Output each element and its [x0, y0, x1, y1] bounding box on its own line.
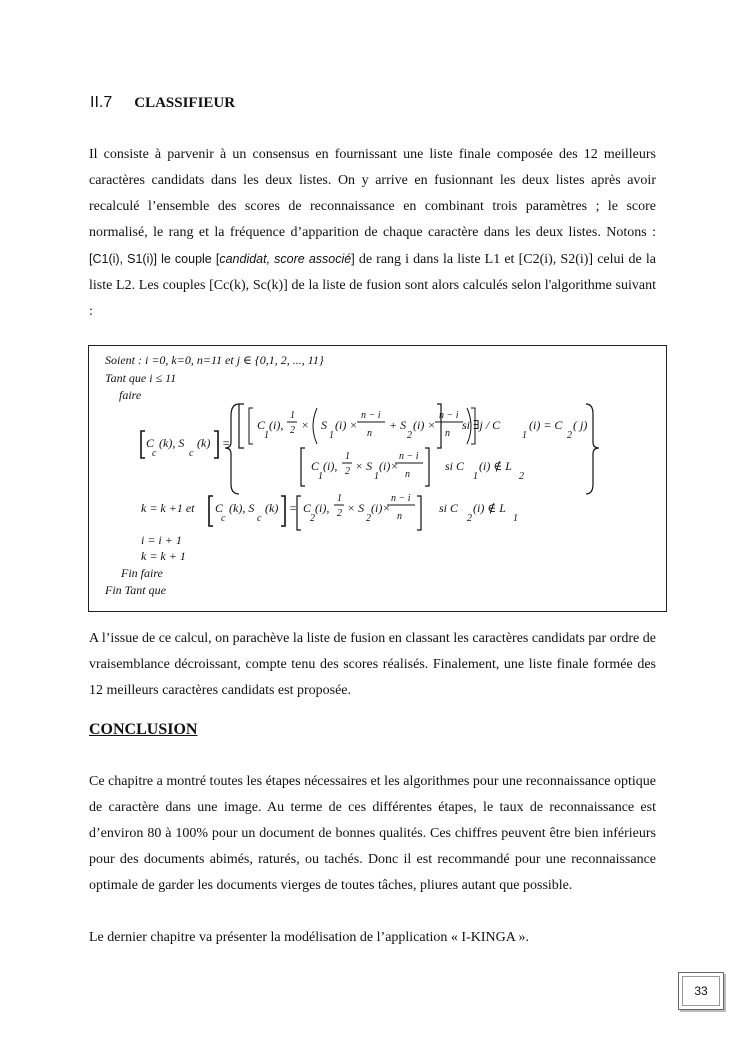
svg-text:2: 2: [290, 425, 295, 436]
svg-text:(i)×: (i)×: [379, 459, 399, 473]
svg-text:(i)×: (i)×: [371, 501, 391, 515]
svg-text:S: S: [321, 418, 327, 432]
svg-text:(i),: (i),: [315, 501, 330, 515]
svg-text:( j): ( j): [573, 418, 588, 432]
svg-text:2: 2: [366, 513, 371, 524]
svg-text:si C: si C: [439, 501, 459, 515]
svg-text:si ∃j / C: si ∃j / C: [462, 418, 501, 432]
fusion-lhs: [141, 404, 239, 494]
svg-text:C: C: [215, 501, 224, 515]
svg-text:n − i: n − i: [361, 410, 381, 421]
svg-text:si C: si C: [445, 459, 465, 473]
svg-text:1: 1: [290, 410, 295, 421]
algo-line-faire: faire: [119, 388, 142, 402]
svg-text:1: 1: [337, 493, 342, 504]
svg-text:(i) = C: (i) = C: [529, 418, 563, 432]
svg-text:1: 1: [374, 471, 379, 482]
svg-text:1: 1: [522, 430, 527, 441]
svg-text:=: =: [222, 436, 231, 450]
svg-text:2: 2: [519, 471, 524, 482]
svg-text:×: ×: [301, 418, 310, 432]
algorithm-box: [88, 345, 667, 612]
algo-line-fin-faire: Fin faire: [121, 566, 163, 580]
section-title: CLASSIFIEUR: [134, 95, 236, 111]
algo-line-i-inc: i = i + 1: [141, 533, 182, 547]
svg-text:1: 1: [513, 513, 518, 524]
svg-text:c: c: [189, 448, 194, 459]
svg-text:1: 1: [318, 471, 323, 482]
svg-text:n: n: [405, 469, 410, 480]
svg-text:n: n: [367, 428, 372, 439]
section-number: II.7: [90, 94, 113, 111]
svg-text:1: 1: [264, 430, 269, 441]
page-number-label: 33: [694, 984, 708, 998]
fusion-case-1: [239, 404, 587, 448]
svg-text:(i),: (i),: [323, 459, 338, 473]
section-heading: [90, 94, 235, 112]
svg-text:(k): (k): [197, 436, 211, 450]
svg-text:1: 1: [329, 430, 334, 441]
fusion-case-2: [301, 448, 524, 486]
svg-text:(k), S: (k), S: [229, 501, 255, 515]
svg-text:2: 2: [345, 466, 350, 477]
svg-text:2: 2: [467, 513, 472, 524]
svg-text:=: =: [289, 501, 298, 515]
paragraph-next-chapter: Le dernier chapitre va présenter la modélisation de l’application « I-KINGA ».: [89, 930, 530, 945]
svg-text:2: 2: [310, 513, 315, 524]
svg-text:C: C: [146, 436, 155, 450]
svg-text:2: 2: [407, 430, 412, 441]
svg-text:n − i: n − i: [399, 451, 419, 462]
paragraph-conclusion: Ce chapitre a montré toutes les étapes nécessaires et les algorithmes pour une reconnaissance optique de caractère dans une image. Au terme de ces différentes étapes, le taux de reconnaissance est d’environ 80 à 100% pour un document de bonnes qualités. Ces chiffres peuvent être bien inférieurs pour des documents abimés, raturés, ou tachés. Donc il est recommandé pour une reconnaissance optimale de garder les documents vierges de toutes tâches, pliures autant que possible.: [89, 774, 656, 893]
algo-line-k-update: k = k +1 et: [141, 501, 195, 515]
svg-text:2: 2: [337, 508, 342, 519]
svg-text:(k), S: (k), S: [159, 436, 185, 450]
svg-text:n: n: [445, 428, 450, 439]
svg-text:× S: × S: [355, 459, 373, 473]
conclusion-heading: CONCLUSION: [89, 721, 198, 738]
svg-text:n − i: n − i: [391, 493, 411, 504]
algo-line-fin-tant-que: Fin Tant que: [105, 583, 166, 597]
svg-text:2: 2: [567, 430, 572, 441]
svg-text:C: C: [257, 418, 266, 432]
paragraph-intro: Il consiste à parvenir à un consensus en fournissant une liste finale composée des 12 meilleurs caractères candidats dans les deux listes. On y arrive en fusionnant les deux listes après avoir recalculé l’ensemble des scores de reconnaissance en combinant trois paramètres ; le score normalisé, le rang et la fréquence d’apparition de chaque caractère dans les deux listes. Notons : [C1(i), S1(i)] le couple [candidat, score associé] de rang i dans la liste L1 et [C2(i), S2(i)] celui de la liste L2. Les couples [Cc(k), Sc(k)] de la liste de fusion sont alors calculés selon l'algorithme suivant :: [89, 147, 656, 319]
algorithm-formula: [89, 346, 668, 613]
paragraph-after-algorithm: A l’issue de ce calcul, on parachève la liste de fusion en classant les caractères candidats par ordre de vraisemblance décroissant, compte tenu des scores réalisés. Finalement, une liste finale formée des 12 meilleurs caractères candidats est proposée.: [89, 631, 656, 698]
svg-text:c: c: [221, 513, 226, 524]
fusion-rhs-second: [209, 493, 518, 530]
svg-text:C: C: [311, 459, 320, 473]
svg-text:+ S: + S: [389, 418, 407, 432]
svg-text:1: 1: [345, 451, 350, 462]
page-number: [678, 972, 724, 1010]
svg-text:(i) ∉ L: (i) ∉ L: [473, 501, 506, 515]
svg-text:(k): (k): [265, 501, 279, 515]
svg-text:× S: × S: [347, 501, 365, 515]
svg-text:n: n: [397, 511, 402, 522]
algo-line-soient: Soient : i =0, k=0, n=11 et j ∈ {0,1, 2, ..., 11}: [105, 353, 324, 367]
svg-text:(i),: (i),: [269, 418, 284, 432]
svg-text:1: 1: [473, 471, 478, 482]
svg-text:(i) ×: (i) ×: [413, 418, 436, 432]
svg-text:c: c: [257, 513, 262, 524]
svg-text:n − i: n − i: [439, 410, 459, 421]
svg-text:C: C: [303, 501, 312, 515]
svg-text:(i) ∉ L: (i) ∉ L: [479, 459, 512, 473]
svg-text:(i) ×: (i) ×: [335, 418, 358, 432]
algo-line-tant-que: Tant que i ≤ 11: [105, 371, 177, 385]
algo-line-k-inc: k = k + 1: [141, 549, 186, 563]
svg-text:c: c: [152, 448, 157, 459]
